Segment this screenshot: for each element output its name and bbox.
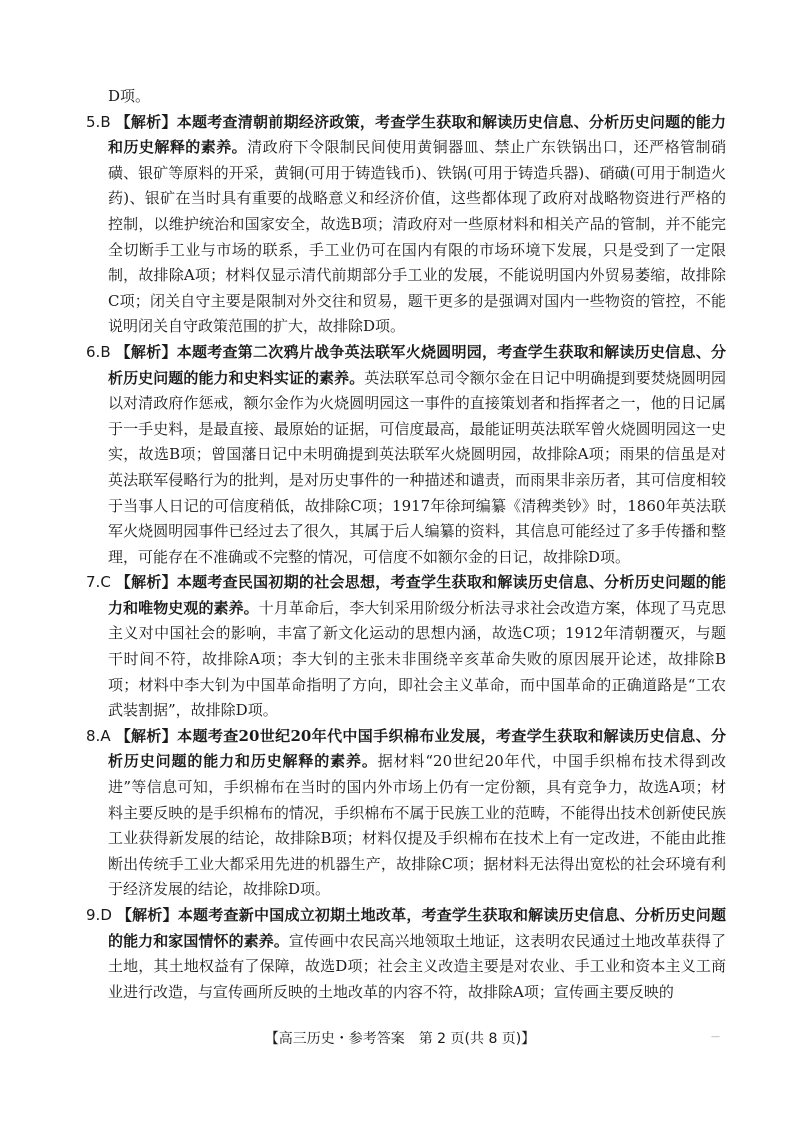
answer-content — [86, 84, 726, 1005]
footer-mark: — — [711, 1032, 720, 1042]
answer-item-6 — [86, 340, 726, 570]
page-footer: 【高三历史・参考答案 第 2 页(共 8 页)】 — [264, 1031, 536, 1047]
analysis-summary: 本题考查清朝前期经济政策，考查学生获取和解读历史信息、分析历史问题的能力和历史解释的素养。 — [108, 112, 726, 157]
question-number: 7. — [86, 573, 101, 592]
answer-letter: C — [100, 573, 111, 592]
answer-item-8 — [86, 724, 726, 903]
answer-item-5 — [86, 110, 726, 340]
answer-item-9 — [86, 903, 726, 1005]
answer-letter: D — [100, 906, 112, 924]
analysis-body: 宣传画中农民高兴地领取土地证，这表明农民通过土地改革获得了土地，其土地权益有了保障，故选D项；社会主义改造主要是对农业、手工业和资本主义工商业进行改造，与宣传画所反映的土地改革的内容不符，故排除A项；宣传画主要反映的 — [108, 931, 726, 1001]
analysis-body: 清政府下令限制民间使用黄铜器皿、禁止广东铁锅出口，还严格管制硝磺、银矿等原料的开采，黄铜(可用于铸造钱币)、铁锅(可用于铸造兵器)、硝磺(可用于制造火药)、银矿在当时具有重要的战略意义和经济价值，这些都体现了政府对战略物资进行严格的控制，以维护统治和国家安全，故选B项；清政府对一些原材料和相关产品的管制，并不能完全切断手工业与市场的联系，手工业仍可在国内有限的市场环境下发展，只是受到了一定限制，故排除A项；材料仅显示清代前期部分手工业的发展，不能说明国内外贸易萎缩，故排除C项；闭关自守主要是限制对外交往和贸易，题干更多的是强调对国内一些物资的管控，不能说明闭关自守政策范围的扩大，故排除D项。 — [108, 138, 726, 336]
answer-letter: B — [100, 112, 111, 131]
analysis-tag: 【解析】 — [115, 112, 177, 131]
analysis-tag: 【解析】 — [115, 573, 177, 592]
answer-letter: B — [100, 342, 111, 361]
question-number: 6. — [86, 342, 101, 361]
analysis-summary: 本题考查第二次鸦片战争英法联军火烧圆明园，考查学生获取和解读历史信息、分析历史问题的能力和史料实证的素养。 — [108, 342, 726, 387]
analysis-body: 十月革命后，李大钊采用阶级分析法寻求社会改造方案，体现了马克思主义对中国社会的影响，丰富了新文化运动的思想内涵，故选C项；1912年清朝覆灭，与题干时间不符，故排除A项；李大钊的主张未非围绕辛亥革命失败的原因展开论述，故排除B项；材料中李大钊为中国革命指明了方向，即社会主义革命，而中国革命的正确道路是“工农武装割据”，故排除D项。 — [108, 598, 726, 720]
question-number: 5. — [86, 112, 101, 131]
analysis-body: 据材料“20世纪20年代，中国手织棉布技术得到改进”等信息可知，手织棉布在当时的国内外市场上仍有一定份额，具有竞争力，故选A项；材料主要反映的是手织棉布的情况，手织棉布不属于民族工业的范畴，不能得出技术创新使民族工业获得新发展的结论，故排除B项；材料仅提及手织棉布在技术上有一定改进，不能由此推断出传统手工业大都采用先进的机器生产，故排除C项；据材料无法得出宽松的社会环境有利于经济发展的结论，故排除D项。 — [108, 752, 726, 899]
analysis-summary: 本题考查民国初期的社会思想，考查学生获取和解读历史信息、分析历史问题的能力和唯物史观的素养。 — [108, 573, 726, 617]
analysis-body: 英法联军总司令额尔金在日记中明确提到要焚烧圆明园以对清政府作惩戒，额尔金作为火烧圆明园这一事件的直接策划者和指挥者之一，他的日记属于一手史料，是最直接、最原始的证据，可信度最高，最能证明英法联军曾火烧圆明园这一史实，故选B项；曾国藩日记中未明确提到英法联军火烧圆明园，故排除A项；雨果的信虽是对英法联军侵略行为的批判，是对历史事件的一种描述和谴责，而雨果非亲历者，其可信度相较于当事人日记的可信度稍低，故排除C项；1917年徐珂编纂《清稗类钞》时，1860年英法联军火烧圆明园事件已经过去了很久，其属于后人编纂的资料，其信息可能经过了多手传播和整理，可能存在不准确或不完整的情况，可信度不如额尔金的日记，故排除D项。 — [108, 368, 726, 566]
question-number: 9. — [86, 906, 101, 924]
analysis-tag: 【解析】 — [116, 906, 178, 924]
question-number: 8. — [86, 726, 101, 745]
continued-text: D项。 — [108, 87, 151, 105]
analysis-tag: 【解析】 — [115, 726, 178, 745]
analysis-summary: 本题考查20世纪20年代中国手织棉布业发展，考查学生获取和解读历史信息、分析历史问题的能力和历史解释的素养。 — [108, 726, 726, 771]
analysis-tag: 【解析】 — [115, 342, 177, 361]
answer-letter: A — [100, 726, 111, 745]
answer-item-7 — [86, 570, 726, 724]
analysis-summary: 本题考查新中国成立初期土地改革，考查学生获取和解读历史信息、分析历史问题的能力和家国情怀的素养。 — [108, 906, 726, 950]
